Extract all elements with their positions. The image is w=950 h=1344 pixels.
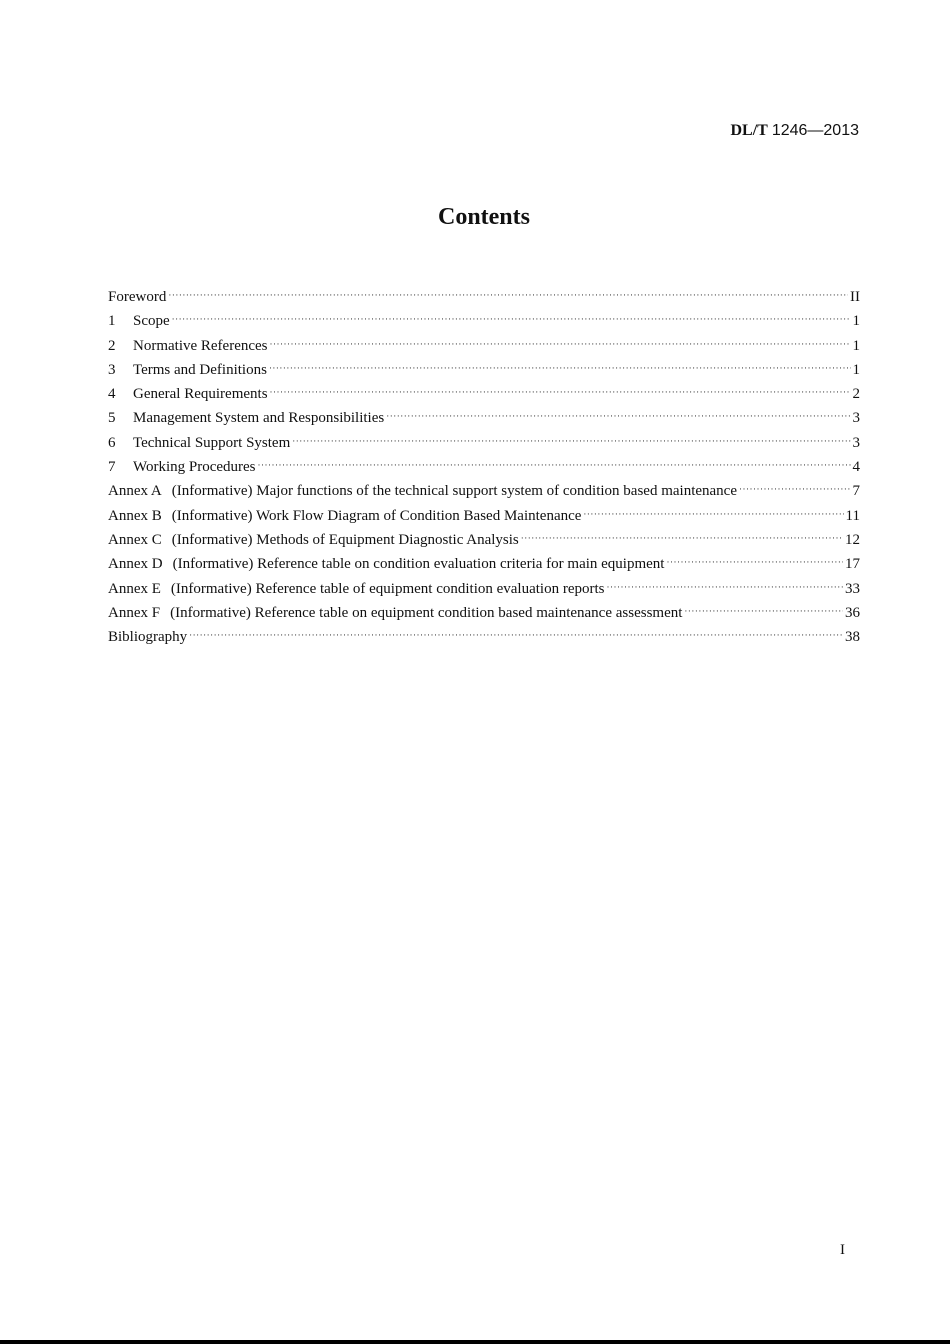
toc-dot-leader: [739, 477, 851, 501]
toc-entry-page: 7: [852, 483, 860, 500]
page-number: I: [840, 1242, 845, 1258]
toc-entry-label: (Informative) Reference table on equipment condition based maintenance assessment: [170, 604, 683, 621]
toc-dot-leader: [666, 550, 843, 574]
toc-dot-leader: [269, 356, 851, 380]
toc-entry-number: 3: [108, 361, 116, 378]
toc-entry-label: (Informative) Reference table on condition evaluation criteria for main equipment: [172, 556, 665, 573]
toc-entry-label: Technical Support System: [133, 434, 291, 451]
toc-entry-page: 11: [845, 507, 860, 524]
toc-entry[interactable]: [108, 406, 860, 430]
toc-entry-page: 1: [852, 361, 860, 378]
toc-entry-number: 1: [108, 313, 116, 330]
toc-entry[interactable]: [108, 601, 860, 625]
toc-entry[interactable]: [108, 358, 860, 382]
toc-entry-label: Bibliography: [108, 629, 188, 646]
document-code-number: 1246—2013: [771, 122, 859, 139]
toc-entry-page: 3: [852, 434, 860, 451]
toc-entry-number: 2: [108, 337, 116, 354]
page-title: Contents: [437, 204, 530, 230]
toc-entry-page: 1: [852, 337, 860, 354]
toc-entry[interactable]: [108, 528, 860, 552]
toc-entry-label: (Informative) Work Flow Diagram of Condition Based Maintenance: [171, 507, 582, 524]
toc-entry-label: Management System and Responsibilities: [133, 410, 385, 427]
bottom-divider: [0, 1340, 950, 1344]
toc-entry-number: 5: [108, 410, 116, 427]
toc-entry-page: 38: [845, 629, 860, 646]
toc-entry-number: 6: [108, 434, 116, 451]
toc-dot-leader: [684, 599, 843, 623]
document-code: [730, 122, 859, 140]
toc-entry-label: (Informative) Methods of Equipment Diagnostic Analysis: [171, 531, 519, 548]
toc-entry-annex: Annex D: [108, 556, 163, 573]
toc-entry-page: 2: [852, 386, 860, 403]
toc-entry-annex: Annex B: [108, 507, 162, 524]
toc-entry[interactable]: [108, 455, 860, 479]
toc-entry-page: 17: [845, 556, 860, 573]
toc-entry-annex: Annex E: [108, 580, 161, 597]
toc-entry[interactable]: [108, 285, 860, 309]
toc-entry-label: General Requirements: [133, 386, 268, 403]
toc-entry-number: 4: [108, 386, 116, 403]
document-code-prefix: DL/T: [730, 122, 768, 139]
toc-entry[interactable]: [108, 382, 860, 406]
toc-dot-leader: [386, 404, 850, 428]
toc-entry-page: 3: [852, 410, 860, 427]
toc-dot-leader: [258, 453, 851, 477]
toc-entry-page: 12: [845, 531, 860, 548]
toc-dot-leader: [168, 283, 848, 307]
toc-entry-label: Terms and Definitions: [133, 361, 267, 378]
toc-entry[interactable]: [108, 625, 860, 649]
toc-entry-label: Working Procedures: [133, 459, 256, 476]
toc-entry-label: Scope: [133, 313, 170, 330]
toc-dot-leader: [292, 429, 850, 453]
toc-entry-annex: Annex A: [108, 483, 162, 500]
toc-entry-label: (Informative) Reference table of equipment condition evaluation reports: [170, 580, 605, 597]
toc-entry-label: Foreword: [108, 289, 167, 305]
toc-entry-page: 1: [852, 313, 860, 330]
toc-dot-leader: [172, 307, 851, 331]
toc-entry-annex: Annex C: [108, 531, 162, 548]
toc-entry-number: 7: [108, 459, 116, 476]
toc-dot-leader: [583, 502, 843, 526]
toc-dot-leader: [270, 332, 851, 356]
table-of-contents: [108, 285, 860, 649]
toc-entry[interactable]: [108, 334, 860, 358]
toc-entry-label: Normative References: [133, 337, 268, 354]
toc-entry[interactable]: [108, 504, 860, 528]
toc-entry[interactable]: [108, 552, 860, 576]
toc-entry-label: (Informative) Major functions of the technical support system of condition based maintenance: [171, 483, 737, 500]
toc-entry-page: 4: [852, 459, 860, 476]
toc-entry[interactable]: [108, 577, 860, 601]
toc-entry-annex: Annex F: [108, 604, 161, 621]
toc-entry-page: II: [850, 289, 860, 305]
toc-dot-leader: [189, 623, 843, 647]
toc-entry[interactable]: [108, 479, 860, 503]
toc-dot-leader: [607, 575, 844, 599]
toc-entry-page: 33: [845, 580, 860, 597]
toc-entry[interactable]: [108, 309, 860, 333]
toc-entry-page: 36: [845, 604, 860, 621]
toc-dot-leader: [270, 380, 851, 404]
toc-dot-leader: [521, 526, 843, 550]
toc-entry[interactable]: [108, 431, 860, 455]
